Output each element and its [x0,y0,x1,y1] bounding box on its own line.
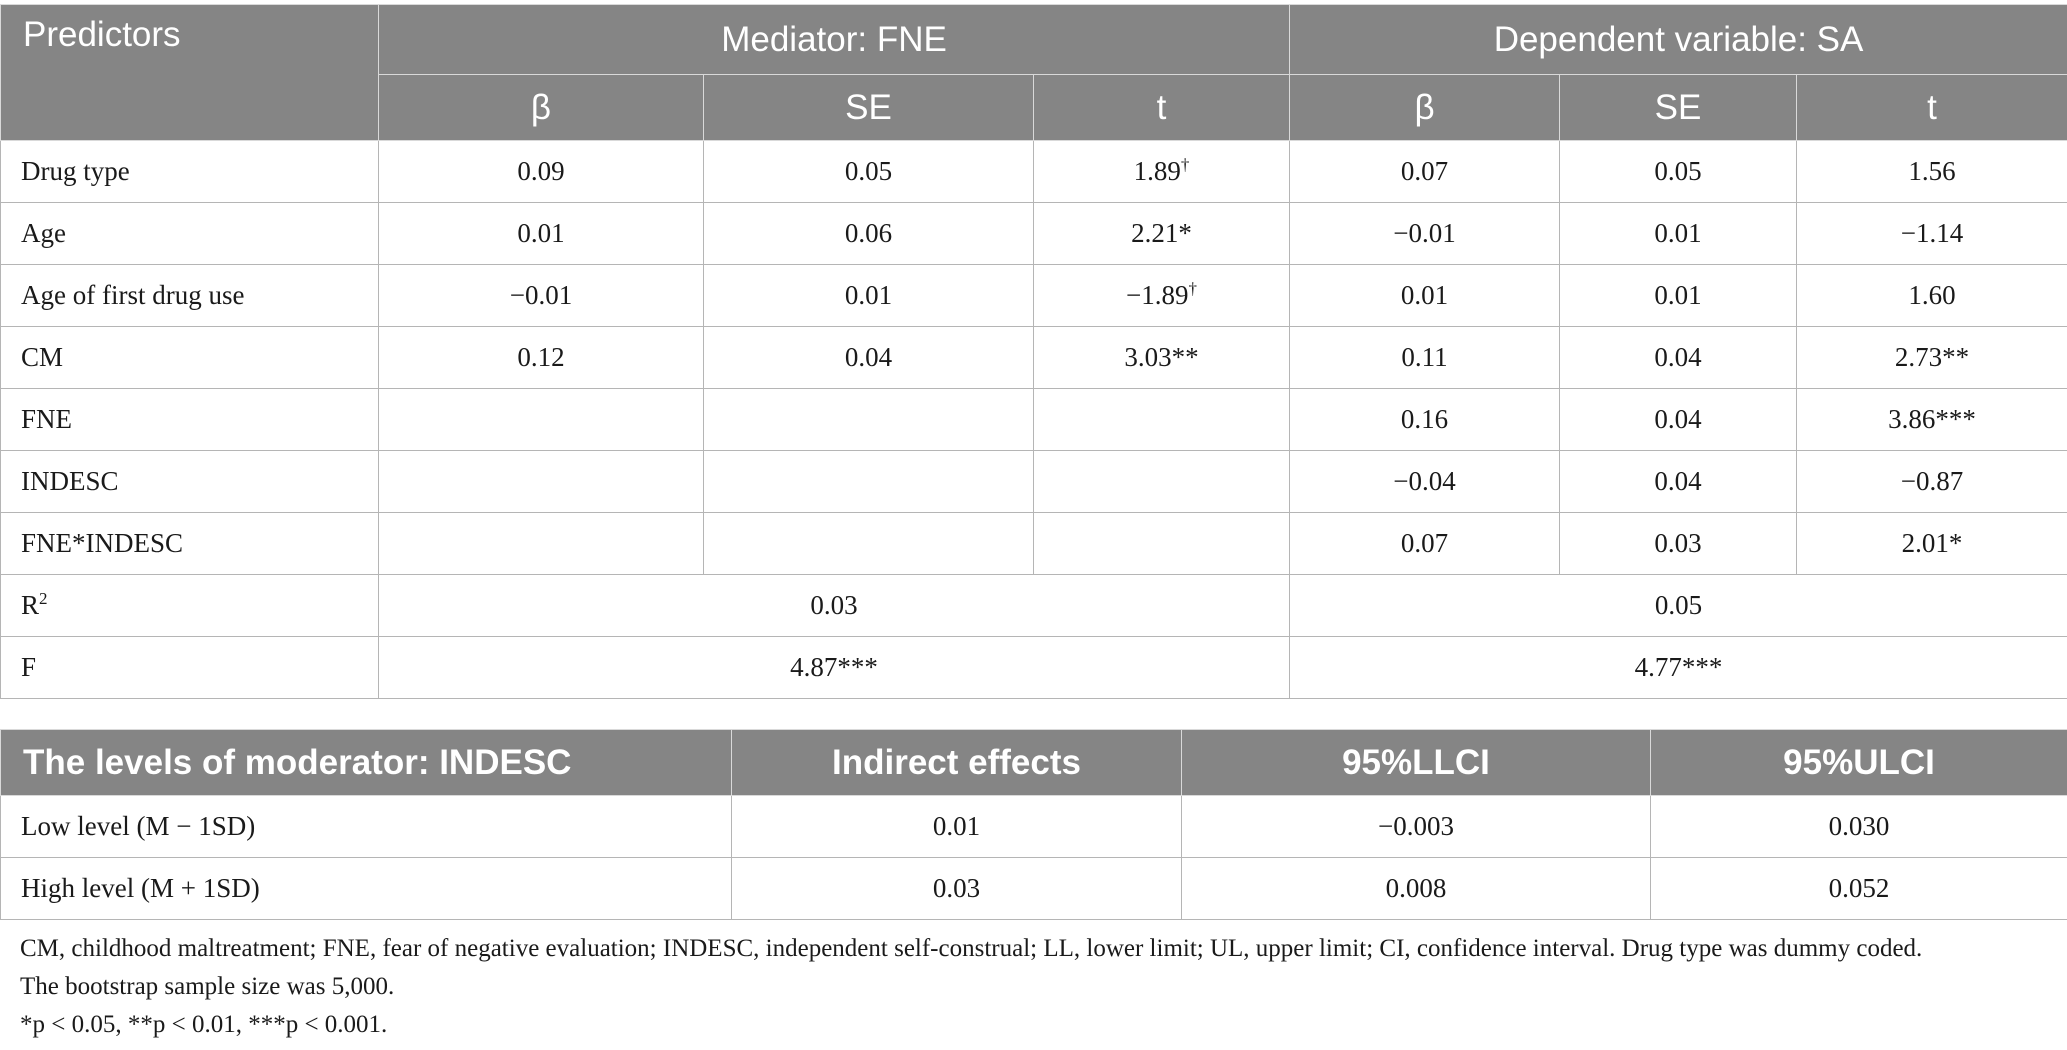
coefficient-cell [1290,513,1560,575]
coefficient-cell-text: 3.86*** [1888,404,1976,434]
effect-value [732,858,1182,920]
effect-value-text: 0.01 [932,811,981,841]
coefficient-cell-text: 0.07 [1400,156,1449,186]
table-row [1,203,2067,265]
subcolumn-header: SE [704,75,1034,141]
summary-label-text: F [21,652,37,682]
indirect-effects-table [0,729,2067,920]
regression-table [0,4,2067,699]
llci-header: 95%LLCI [1182,730,1651,796]
coefficient-cell [1034,389,1290,451]
effect-value-text: −0.003 [1378,811,1454,841]
coefficient-cell-text: −0.01 [1393,218,1456,248]
coefficient-cell [704,451,1034,513]
table-row [1,265,2067,327]
coefficient-cell [704,389,1034,451]
coefficient-cell [1797,203,2067,265]
coefficient-cell [1560,451,1797,513]
table-row [1,389,2067,451]
predictor-label-text: FNE*INDESC [21,528,184,558]
coefficient-cell [1560,513,1797,575]
coefficient-cell [1290,203,1560,265]
predictor-label [1,265,379,327]
coefficient-cell [1797,141,2067,203]
coefficient-cell-text: 0.12 [517,342,565,372]
coefficient-cell [1290,327,1560,389]
coefficient-cell-text: 0.04 [844,342,893,372]
mediator-summary-value-text: 4.87*** [790,652,878,682]
coefficient-cell [704,141,1034,203]
coefficient-cell [1290,265,1560,327]
table-row [1,858,2067,920]
coefficient-cell [1290,451,1560,513]
coefficient-cell-text: 1.60 [1908,280,1956,310]
coefficient-cell-text: 0.16 [1400,404,1449,434]
mediator-summary-value [379,575,1290,637]
subcolumn-header: β [1290,75,1560,141]
coefficient-cell [1797,389,2067,451]
coefficient-cell [1560,203,1797,265]
coefficient-cell [379,389,704,451]
coefficient-cell [1797,513,2067,575]
coefficient-cell [379,141,704,203]
dependent-group-header: Dependent variable: SA [1290,5,2067,75]
coefficient-cell [704,327,1034,389]
indirect-effects-header: Indirect effects [732,730,1182,796]
coefficient-cell [1034,203,1290,265]
moderator-level-label-text: Low level (M − 1SD) [21,811,256,841]
coefficient-cell [379,451,704,513]
coefficient-cell-superscript: † [1188,279,1197,298]
summary-label-superscript: 2 [39,589,48,608]
dependent-summary-value-text: 4.77*** [1634,652,1723,682]
coefficient-cell-text: 0.09 [517,156,565,186]
mediator-summary-value [379,637,1290,699]
coefficient-cell [704,265,1034,327]
coefficient-cell-text: 0.03 [1654,528,1702,558]
coefficient-cell [1797,451,2067,513]
coefficient-cell-text: 0.05 [844,156,893,186]
subcolumn-header: SE [1560,75,1797,141]
coefficient-cell [704,203,1034,265]
indirect-effects-table-body [1,796,2067,920]
coefficient-cell [1034,513,1290,575]
coefficient-cell [379,327,704,389]
summary-label-text: R [21,590,40,620]
effect-value [1182,858,1651,920]
coefficient-cell [1560,327,1797,389]
coefficient-cell-text: −0.04 [1393,466,1456,496]
coefficient-cell [1560,141,1797,203]
coefficient-cell-text: 2.21* [1131,218,1192,248]
predictor-label-text: FNE [21,404,73,434]
subcolumn-header: t [1797,75,2067,141]
coefficient-cell-text: 0.04 [1654,342,1702,372]
predictor-label-text: CM [21,342,64,372]
coefficient-cell-text: 0.11 [1401,342,1448,372]
coefficient-cell [1034,265,1290,327]
coefficient-cell-text: 1.89 [1133,156,1181,186]
table-row [1,796,2067,858]
coefficient-cell-text: 0.06 [844,218,893,248]
coefficient-cell-text: −0.01 [509,280,573,310]
effect-value-text: 0.03 [932,873,981,903]
coefficient-cell-text: 0.05 [1654,156,1702,186]
coefficient-cell [1797,265,2067,327]
coefficient-cell [1797,327,2067,389]
effect-value [1651,858,2067,920]
coefficient-cell-text: 0.01 [1654,218,1702,248]
coefficient-cell [1290,141,1560,203]
coefficient-cell [1290,389,1560,451]
subcolumn-header: β [379,75,704,141]
table-row [1,327,2067,389]
coefficient-cell-text: −1.89 [1126,280,1189,310]
footnote-bootstrap: The bootstrap sample size was 5,000. [20,973,395,1000]
coefficient-cell [1560,389,1797,451]
coefficient-cell [1034,451,1290,513]
moderator-levels-header: The levels of moderator: INDESC [1,730,732,796]
footnote-abbreviations: CM, childhood maltreatment; FNE, fear of negative evaluation; INDESC, independent self-construal; LL, lower limit; UL, upper limit; CI, confidence interval. Drug type was dummy coded. [20,935,1923,962]
moderator-level-label [1,858,732,920]
coefficient-cell-text: 0.01 [1400,280,1449,310]
coefficient-cell-text: 1.56 [1908,156,1956,186]
predictor-label-text: Drug type [21,156,130,186]
coefficient-cell-text: 2.01* [1901,528,1963,558]
coefficient-cell-superscript: † [1180,155,1190,174]
coefficient-cell-text: 0.04 [1654,404,1702,434]
footnote-significance: *p < 0.05, **p < 0.01, ***p < 0.001. [20,1011,388,1038]
summary-label [1,637,379,699]
effect-value [1651,796,2067,858]
coefficient-cell-text: 0.01 [517,218,565,248]
dependent-summary-value-text: 0.05 [1654,590,1703,620]
table-row [1,141,2067,203]
mediator-group-header: Mediator: FNE [379,5,1290,75]
coefficient-cell [1560,265,1797,327]
predictor-label-text: Age of first drug use [21,280,245,310]
dependent-summary-value [1290,637,2067,699]
coefficient-cell [704,513,1034,575]
coefficient-cell [1034,141,1290,203]
dependent-summary-value [1290,575,2067,637]
predictor-label [1,513,379,575]
moderator-level-label-text: High level (M + 1SD) [21,873,260,903]
summary-label [1,575,379,637]
coefficient-cell-text: 3.03** [1124,342,1199,372]
summary-row [1,637,2067,699]
coefficient-cell-text: −0.87 [1900,466,1964,496]
predictor-label-text: INDESC [21,466,119,496]
predictor-label [1,203,379,265]
effect-value-text: 0.008 [1385,873,1447,903]
predictors-header: Predictors [1,5,379,141]
effect-value [732,796,1182,858]
predictor-label [1,389,379,451]
effect-value [1182,796,1651,858]
predictor-label-text: Age [21,218,66,248]
table-footnotes [20,930,2050,1044]
effect-value-text: 0.052 [1828,873,1890,903]
coefficient-cell-text: 0.01 [1654,280,1702,310]
coefficient-cell-text: 0.01 [844,280,893,310]
mediator-summary-value-text: 0.03 [810,590,858,620]
coefficient-cell-text: −1.14 [1900,218,1964,248]
table-row [1,513,2067,575]
predictor-label [1,451,379,513]
summary-row [1,575,2067,637]
ulci-header: 95%ULCI [1651,730,2067,796]
regression-table-body [1,141,2067,699]
effect-value-text: 0.030 [1828,811,1890,841]
predictor-label [1,327,379,389]
coefficient-cell-text: 2.73** [1894,342,1970,372]
predictor-label [1,141,379,203]
moderator-level-label [1,796,732,858]
coefficient-cell-text: 0.04 [1654,466,1702,496]
coefficient-cell-text: 0.07 [1400,528,1449,558]
subcolumn-header: t [1034,75,1290,141]
coefficient-cell [379,265,704,327]
coefficient-cell [379,203,704,265]
coefficient-cell [1034,327,1290,389]
coefficient-cell [379,513,704,575]
table-row [1,451,2067,513]
